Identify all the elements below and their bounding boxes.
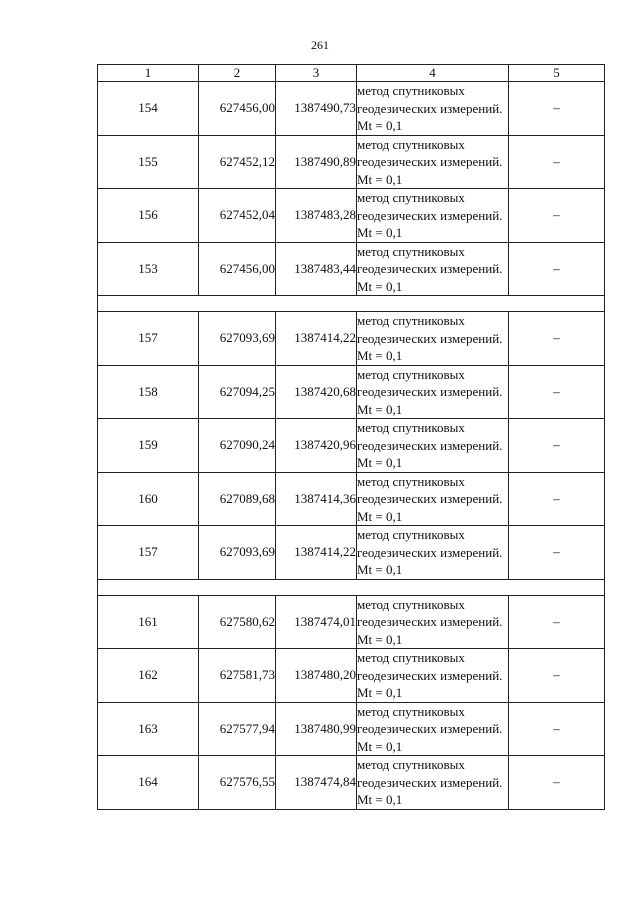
x-coordinate-cell: 627090,24 [199, 419, 276, 473]
note-cell: – [509, 189, 605, 243]
method-cell: метод спутниковых геодезических измерений. Mt = 0,1 [357, 242, 509, 296]
y-coordinate-cell: 1387420,68 [276, 365, 357, 419]
x-coordinate-cell: 627577,94 [199, 702, 276, 756]
y-coordinate-cell: 1387490,89 [276, 135, 357, 189]
method-cell: метод спутниковых геодезических измерений. Mt = 0,1 [357, 312, 509, 366]
table-row [98, 419, 605, 473]
table-row [98, 135, 605, 189]
note-cell: – [509, 82, 605, 136]
note-cell: – [509, 135, 605, 189]
column-header-4: 4 [357, 65, 509, 82]
y-coordinate-cell: 1387414,36 [276, 472, 357, 526]
point-number-cell: 156 [98, 189, 199, 243]
table-row [98, 526, 605, 580]
point-number-cell: 162 [98, 649, 199, 703]
point-number-cell: 161 [98, 595, 199, 649]
point-number-cell: 153 [98, 242, 199, 296]
y-coordinate-cell: 1387414,22 [276, 526, 357, 580]
column-header-5: 5 [509, 65, 605, 82]
y-coordinate-cell: 1387474,01 [276, 595, 357, 649]
page-number: 261 [311, 38, 329, 52]
x-coordinate-cell: 627576,55 [199, 756, 276, 810]
table-row [98, 82, 605, 136]
method-cell: метод спутниковых геодезических измерений. Mt = 0,1 [357, 135, 509, 189]
point-number-cell: 164 [98, 756, 199, 810]
method-cell: метод спутниковых геодезических измерений. Mt = 0,1 [357, 472, 509, 526]
x-coordinate-cell: 627093,69 [199, 312, 276, 366]
x-coordinate-cell: 627089,68 [199, 472, 276, 526]
method-cell: метод спутниковых геодезических измерений. Mt = 0,1 [357, 649, 509, 703]
x-coordinate-cell: 627581,73 [199, 649, 276, 703]
note-cell: – [509, 365, 605, 419]
note-cell: – [509, 242, 605, 296]
table-row [98, 595, 605, 649]
x-coordinate-cell: 627456,00 [199, 82, 276, 136]
coordinates-table [97, 64, 605, 810]
point-number-cell: 157 [98, 526, 199, 580]
column-header-3: 3 [276, 65, 357, 82]
note-cell: – [509, 419, 605, 473]
y-coordinate-cell: 1387483,28 [276, 189, 357, 243]
point-number-cell: 159 [98, 419, 199, 473]
y-coordinate-cell: 1387420,96 [276, 419, 357, 473]
table-row [98, 649, 605, 703]
method-cell: метод спутниковых геодезических измерений. Mt = 0,1 [357, 756, 509, 810]
table-row [98, 365, 605, 419]
column-header-1: 1 [98, 65, 199, 82]
table-row [98, 312, 605, 366]
note-cell: – [509, 649, 605, 703]
y-coordinate-cell: 1387490,73 [276, 82, 357, 136]
table-row [98, 189, 605, 243]
table-body [98, 82, 605, 810]
note-cell: – [509, 472, 605, 526]
note-cell: – [509, 526, 605, 580]
column-header-2: 2 [199, 65, 276, 82]
method-cell: метод спутниковых геодезических измерений. Mt = 0,1 [357, 189, 509, 243]
spacer-cell [98, 579, 605, 595]
note-cell: – [509, 595, 605, 649]
x-coordinate-cell: 627452,12 [199, 135, 276, 189]
spacer-row [98, 296, 605, 312]
point-number-cell: 155 [98, 135, 199, 189]
method-cell: метод спутниковых геодезических измерений. Mt = 0,1 [357, 526, 509, 580]
y-coordinate-cell: 1387480,20 [276, 649, 357, 703]
x-coordinate-cell: 627456,00 [199, 242, 276, 296]
y-coordinate-cell: 1387483,44 [276, 242, 357, 296]
point-number-cell: 157 [98, 312, 199, 366]
spacer-cell [98, 296, 605, 312]
y-coordinate-cell: 1387480,99 [276, 702, 357, 756]
point-number-cell: 158 [98, 365, 199, 419]
x-coordinate-cell: 627093,69 [199, 526, 276, 580]
point-number-cell: 160 [98, 472, 199, 526]
x-coordinate-cell: 627094,25 [199, 365, 276, 419]
note-cell: – [509, 312, 605, 366]
method-cell: метод спутниковых геодезических измерений. Mt = 0,1 [357, 419, 509, 473]
y-coordinate-cell: 1387474,84 [276, 756, 357, 810]
method-cell: метод спутниковых геодезических измерений. Mt = 0,1 [357, 702, 509, 756]
note-cell: – [509, 756, 605, 810]
y-coordinate-cell: 1387414,22 [276, 312, 357, 366]
point-number-cell: 163 [98, 702, 199, 756]
table-row [98, 756, 605, 810]
method-cell: метод спутниковых геодезических измерений. Mt = 0,1 [357, 365, 509, 419]
table-row [98, 242, 605, 296]
point-number-cell: 154 [98, 82, 199, 136]
method-cell: метод спутниковых геодезических измерений. Mt = 0,1 [357, 595, 509, 649]
header-row [98, 65, 605, 82]
x-coordinate-cell: 627580,62 [199, 595, 276, 649]
note-cell: – [509, 702, 605, 756]
spacer-row [98, 579, 605, 595]
table-row [98, 702, 605, 756]
x-coordinate-cell: 627452,04 [199, 189, 276, 243]
table-row [98, 472, 605, 526]
method-cell: метод спутниковых геодезических измерений. Mt = 0,1 [357, 82, 509, 136]
